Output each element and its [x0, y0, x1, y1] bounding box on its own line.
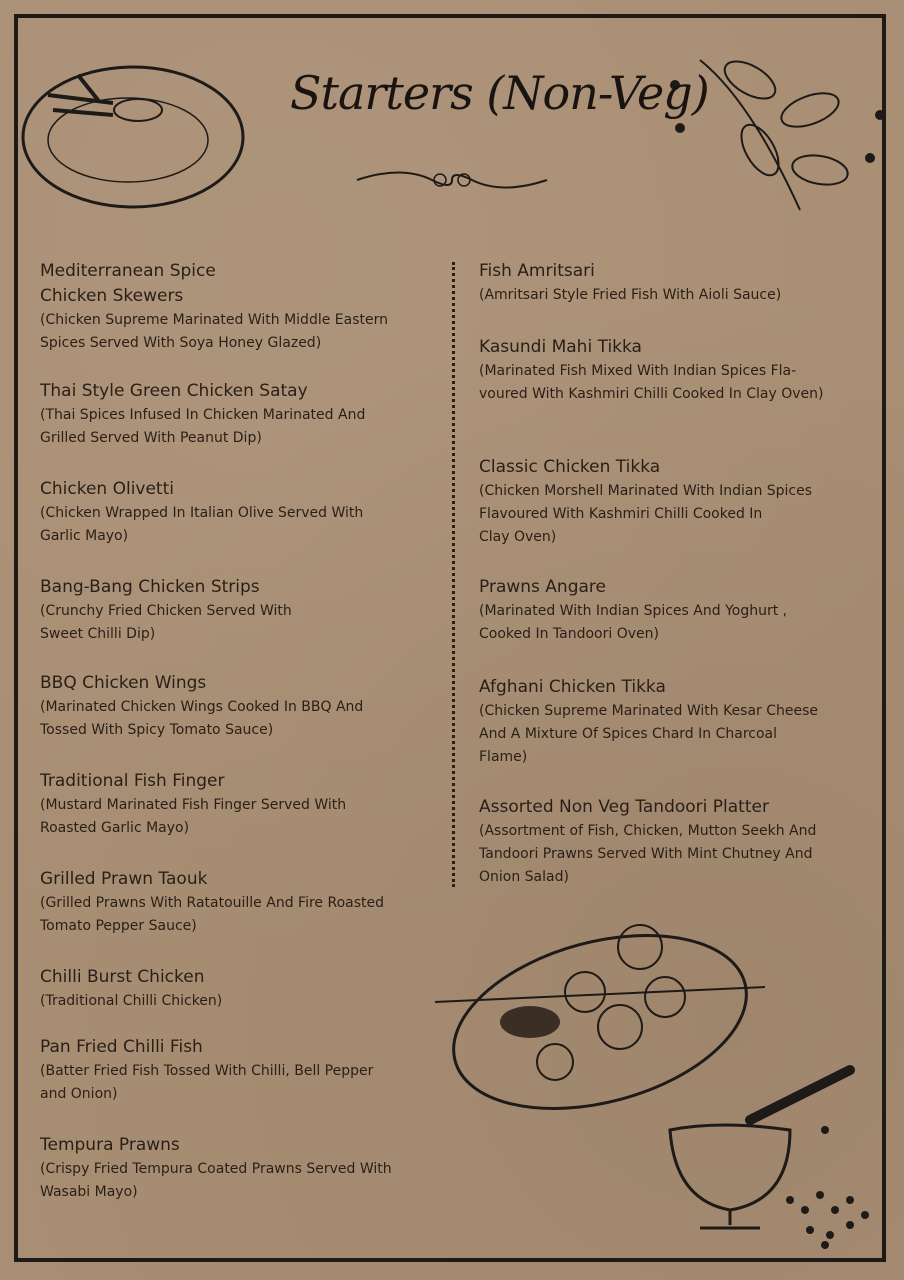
menu-item: [479, 455, 899, 549]
menu-item-description: Clay Oven): [479, 529, 557, 545]
menu-item-name: Afghani Chicken Tikka: [479, 677, 666, 697]
menu-item-description: Flame): [479, 749, 528, 765]
menu-item-description: (Assortment of Fish, Chicken, Mutton Seekh And: [479, 823, 817, 839]
menu-item-description: (Chicken Morshell Marinated With Indian Spices: [479, 483, 813, 499]
menu-item-description: (Crunchy Fried Chicken Served With: [40, 603, 292, 619]
menu-item-description: (Chicken Supreme Marinated With Middle Eastern: [40, 312, 388, 328]
menu-item-description: (Marinated Fish Mixed With Indian Spices Fla-: [479, 363, 797, 379]
menu-item: [40, 769, 460, 840]
menu-item: [40, 259, 460, 355]
menu-item-name: Grilled Prawn Taouk: [40, 869, 208, 889]
menu-item: [40, 477, 460, 548]
menu-item: [40, 965, 460, 1013]
menu-item: [40, 867, 460, 938]
menu-item-name: BBQ Chicken Wings: [40, 673, 207, 693]
menu-item-name: Pan Fried Chilli Fish: [40, 1037, 203, 1057]
mortar-pestle-illustration-icon: [660, 1060, 880, 1255]
menu-item: [40, 1133, 460, 1204]
menu-item-description: (Mustard Marinated Fish Finger Served With: [40, 797, 347, 813]
menu-item-description: Wasabi Mayo): [40, 1184, 138, 1200]
menu-item-description: Cooked In Tandoori Oven): [479, 626, 659, 642]
menu-item-description: voured With Kashmiri Chilli Cooked In Clay Oven): [479, 386, 824, 402]
menu-item-name: Prawns Angare: [479, 577, 606, 597]
menu-item: [40, 671, 460, 742]
menu-item: [479, 675, 899, 769]
menu-item-description: and Onion): [40, 1086, 118, 1102]
menu-item: [40, 379, 460, 450]
menu-item-name: Chilli Burst Chicken: [40, 967, 205, 987]
menu-item: [479, 335, 899, 406]
menu-item-name: Mediterranean Spice: [40, 261, 216, 281]
menu-item-name: Tempura Prawns: [40, 1135, 180, 1155]
menu-item-description: Sweet Chilli Dip): [40, 626, 156, 642]
menu-item-description: Tossed With Spicy Tomato Sauce): [40, 722, 274, 738]
menu-item-name: Classic Chicken Tikka: [479, 457, 661, 477]
menu-item: [40, 1035, 460, 1106]
menu-item-name: Kasundi Mahi Tikka: [479, 337, 642, 357]
menu-item-description: Grilled Served With Peanut Dip): [40, 430, 262, 446]
menu-item-name: Thai Style Green Chicken Satay: [40, 381, 308, 401]
menu-item-description: (Marinated Chicken Wings Cooked In BBQ And: [40, 699, 364, 715]
menu-item-name: Chicken Skewers: [40, 286, 184, 306]
menu-item-description: (Amritsari Style Fried Fish With Aioli Sauce): [479, 287, 782, 303]
menu-item: [40, 575, 460, 646]
menu-item-description: (Crispy Fried Tempura Coated Prawns Served With: [40, 1161, 392, 1177]
menu-item-description: Tandoori Prawns Served With Mint Chutney And: [479, 846, 813, 862]
menu-item-name: Fish Amritsari: [479, 261, 595, 281]
menu-item-description: (Marinated With Indian Spices And Yoghurt ,: [479, 603, 788, 619]
menu-item: [479, 259, 899, 307]
menu-item-description: (Grilled Prawns With Ratatouille And Fire Roasted: [40, 895, 384, 911]
menu-item-description: And A Mixture Of Spices Chard In Charcoal: [479, 726, 777, 742]
menu-item-description: Roasted Garlic Mayo): [40, 820, 190, 836]
menu-item-name: Traditional Fish Finger: [40, 771, 225, 791]
menu-item: [479, 575, 899, 646]
menu-item-description: Flavoured With Kashmiri Chilli Cooked In: [479, 506, 763, 522]
plate-illustration-icon: [18, 55, 248, 215]
menu-item-name: Chicken Olivetti: [40, 479, 174, 499]
menu-item-description: (Chicken Wrapped In Italian Olive Served With: [40, 505, 364, 521]
menu-item-description: Spices Served With Soya Honey Glazed): [40, 335, 322, 351]
menu-item-description: Tomato Pepper Sauce): [40, 918, 197, 934]
menu-item-name: Assorted Non Veg Tandoori Platter: [479, 797, 769, 817]
flourish-divider-icon: [352, 165, 552, 195]
page-title: Starters (Non-Veg): [290, 66, 709, 120]
menu-item-description: Onion Salad): [479, 869, 569, 885]
menu-item-description: Garlic Mayo): [40, 528, 129, 544]
menu-item-description: (Thai Spices Infused In Chicken Marinated And: [40, 407, 366, 423]
menu-item-description: (Chicken Supreme Marinated With Kesar Cheese: [479, 703, 819, 719]
menu-item-description: (Batter Fried Fish Tossed With Chilli, Bell Pepper: [40, 1063, 374, 1079]
menu-item-description: (Traditional Chilli Chicken): [40, 993, 223, 1009]
menu-item-name: Bang-Bang Chicken Strips: [40, 577, 260, 597]
menu-item: [479, 795, 899, 889]
